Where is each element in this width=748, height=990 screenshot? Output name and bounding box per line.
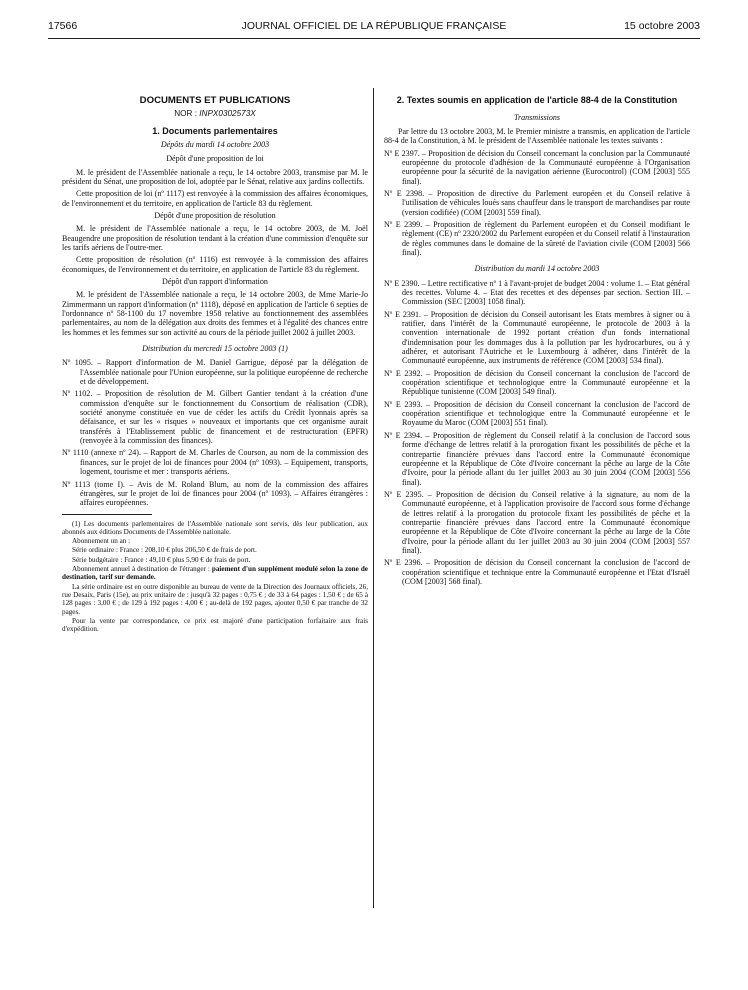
nor-reference	[62, 109, 368, 118]
footnotes	[62, 520, 368, 634]
distribution-heading: Distribution du mercredi 15 octobre 2003 (1)	[142, 344, 288, 354]
distribution-heading: Distribution du mardi 14 octobre 2003	[474, 264, 600, 274]
paragraph: Cette proposition de résolution (nº 1116) est renvoyée à la commission des affaires économiques, de l'environnement et du territoire, en application de l'article 83 du règlement.	[62, 255, 368, 274]
subheading-rapport: Dépôt d'un rapport d'information	[162, 276, 268, 286]
footnote: La série ordinaire est en outre disponible au bureau de vente de la Direction des Journaux officiels, 26, rue Desaix, Paris (15e), au prix unitaire de : jusqu'à 32 pages : 0,75 € ; de 33 à 64 pages : 1,50 € ; de 65 à 128 pages : 3,00 € ; de 129 à 192 pages : 4,00 € ; au-delà de 192 pages, ajouter 0,50 € par tranche de 32 pages.	[62, 582, 368, 616]
footnote: Série ordinaire : France : 208,10 € plus 206,50 € de frais de port.	[72, 546, 257, 555]
paragraph: M. le président de l'Assemblée nationale a reçu, le 14 octobre 2003, de Mme Marie-Jo Zimmermann un rapport d'information (nº 1118), déposé en application de l'article 6 septies de l'ordonnance nº 58-1100 du 17 novembre 1958 relative au fonctionnement des assemblées parlementaires, au nom de la délégation aux droits des femmes et à l'égalité des chances entre les hommes et les femmes sur son activité au cours de la période juillet 2002 à juillet 2003.	[62, 290, 368, 337]
depots-heading: Dépôts du mardi 14 octobre 2003	[160, 139, 270, 149]
list-item: Nº E 2391. – Proposition de décision du Conseil autorisant les Etats membres à signer ou à ratifier, dans l'intérêt de la Communauté européenne, le protocole de 2003 à la convention internationale de 1992 portant création d'un fonds international d'indemnisation pour les dommages dus à la pollution par les hydrocarbures, ou à y adhérer, et autorisant l'Autriche et le Luxembourg à adhérer, dans l'intérêt de la Communauté européenne, aux instruments de référence (COM [2003] 534 final).	[384, 309, 690, 366]
transmissions-heading: Transmissions	[513, 112, 561, 122]
nor-prefix: NOR :	[174, 109, 200, 118]
section1-title: 1. Documents parlementaires	[152, 126, 278, 137]
page-number: 17566	[48, 20, 78, 32]
list-item: Nº 1110 (annexe nº 24). – Rapport de M. Charles de Courson, au nom de la commission des finances, sur le projet de loi de finances pour 2004 (nº 1093). – Equipement, transports, logement, tourisme et mer : transports aériens.	[62, 448, 368, 477]
list-item: Nº E 2394. – Proposition de règlement du Conseil relatif à la conclusion de l'accord sous forme d'échange de lettres relatif à la prorogation fixant les possibilités de pêche et la contrepartie financière prévues dans l'accord entre la Communauté économique européenne et la République de Côte d'Ivoire concernant la pêche au large de la Côte d'Ivoire, pour la période allant du 1er juillet 2003 au 30 juin 2004 (COM [2003] 556 final).	[384, 430, 690, 487]
list-item: Nº E 2393. – Proposition de décision du Conseil concernant la conclusion de l'accord de coopération scientifique et technologique entre la Communauté européenne et le Royaume du Maroc (COM [2003] 551 final).	[384, 399, 690, 428]
subheading-resolution: Dépôt d'une proposition de résolution	[154, 210, 276, 220]
list-item: Nº 1095. – Rapport d'information de M. Daniel Garrigue, déposé par la délégation de l'Assemblée nationale pour l'Union européenne, sur la politique européenne de recherche et de développement.	[62, 358, 368, 387]
footnote: Pour la vente par correspondance, ce prix est majoré d'une participation forfaitaire aux frais d'expédition.	[62, 616, 368, 634]
journal-title: JOURNAL OFFICIEL DE LA RÉPUBLIQUE FRANÇAISE	[241, 20, 507, 32]
list-item: Nº E 2392. – Proposition de décision du Conseil concernant la conclusion de l'accord de coopération scientifique et technologique entre la Communauté européenne et la République tunisienne (COM [2003] 549 final).	[384, 368, 690, 397]
column-divider	[373, 88, 374, 908]
nor-code: INPX0302573X	[199, 109, 256, 118]
list-item: Nº E 2398. – Proposition de directive du Parlement européen et du Conseil relative à l'utilisation de véhicules loués sans chauffeur dans le transport de marchandises par route (version codifiée) (COM [2003] 559 final).	[384, 188, 690, 217]
issue-date: 15 octobre 2003	[624, 20, 700, 32]
list-item: Nº E 2399. – Proposition de règlement du Parlement européen et du Conseil modifiant le règlement (CE) nº 2320/2002 du Parlement européen et du Conseil relatif à l'instauration de règles communes dans le domaine de la sûreté de l'aviation civile (COM [2003] 566 final).	[384, 219, 690, 257]
list-item: Nº 1102. – Proposition de résolution de M. Gilbert Gantier tendant à la création d'une commission d'enquête sur le fonctionnement du Consortium de réalisation (CDR), société anonyme constituée en vue de céder les actifs du Crédit lyonnais après sa défaisance, et sur les « risques » nouveaux et importants que cet organisme aurait transférés à l'Etablissement public de financement et de restructuration (EPFR) (renvoyée à la commission des finances).	[62, 389, 368, 446]
footnote: Série budgétaire : France : 49,10 € plus 5,90 € de frais de port.	[72, 555, 251, 564]
list-item: Nº E 2396. – Proposition de décision du Conseil concernant la conclusion de l'accord de coopération scientifique et technique entre la Communauté européenne et l'Etat d'Israël (COM [2003] 568 final).	[384, 558, 690, 586]
footnote	[62, 565, 368, 582]
list-item: Nº E 2390. – Lettre rectificative nº 1 à l'avant-projet de budget 2004 : volume 1. – Etat général des recettes. Volume 4. – Etat des recettes et des dépenses par section. Section III. – Commission (SEC [2003] 1058 final).	[384, 278, 690, 307]
paragraph: M. le président de l'Assemblée nationale a reçu, le 14 octobre 2003, de M. Joël Beaugendre une proposition de résolution tendant à la création d'une commission d'enquête sur les tarifs aériens de l'outre-mer.	[62, 224, 368, 252]
footnote-etranger: Abonnement annuel à destination de l'étranger :	[72, 565, 212, 574]
page-header	[48, 20, 700, 36]
subheading-proposition-loi: Dépôt d'une proposition de loi	[166, 154, 264, 164]
paragraph: Par lettre du 13 octobre 2003, M. le Premier ministre a transmis, en application de l'article 88-4 de la Constitution, à M. le président de l'Assemblée nationale les textes suivants :	[384, 126, 690, 146]
main-title: DOCUMENTS ET PUBLICATIONS	[139, 95, 291, 106]
footnote-etranger-bold: paiement d'un supplément modulé selon la zone de destination, tarif sur demande.	[62, 565, 368, 582]
header-rule	[48, 38, 700, 39]
list-item: Nº E 2397. – Proposition de décision du Conseil concernant la conclusion par la Communauté européenne du protocole d'adhésion de la Communauté européenne à l'Organisation européenne pour la sécurité de la navigation aérienne (Eurocontrol) (COM [2003] 555 final).	[384, 148, 690, 186]
paragraph: M. le président de l'Assemblée nationale a reçu, le 14 octobre 2003, transmise par M. le président du Sénat, une proposition de loi, adoptée par le Sénat, relative aux jardins collectifs.	[62, 167, 368, 186]
left-column	[62, 95, 368, 634]
right-column	[384, 95, 690, 589]
list-item: Nº E 2395. – Proposition de décision du Conseil relative à la signature, au nom de la Communauté européenne, et à l'application provisoire de l'accord sous forme d'échange de lettres relatif à la prorogation du protocole fixant les possibilités de pêche et la contrepartie financière prévues dans l'accord entre la Communauté économique européenne et la République de Côte d'Ivoire concernant la pêche au large de la Côte d'Ivoire, pour la période allant du 1er juillet 2003 au 30 juin 2004 (COM [2003] 557 final).	[384, 489, 690, 555]
section2-title: 2. Textes soumis en application de l'article 88-4 de la Constitution	[396, 95, 678, 105]
footnote: (1) Les documents parlementaires de l'Assemblée nationale sont servis, dès leur publication, aux abonnés aux éditions Documents de l'Assemblée nationale.	[62, 519, 368, 536]
list-item: Nº 1113 (tome I). – Avis de M. Roland Blum, au nom de la commission des affaires étrangères, sur le projet de loi de finances pour 2004 (nº 1093). – Affaires étrangères : affaires européennes.	[62, 479, 368, 508]
footnote: Abonnement un an :	[72, 537, 131, 546]
paragraph: Cette proposition de loi (nº 1117) est renvoyée à la commission des affaires économiques, de l'environnement et du territoire, en application de l'article 83 du règlement.	[62, 189, 368, 208]
footnote-rule	[62, 514, 152, 515]
